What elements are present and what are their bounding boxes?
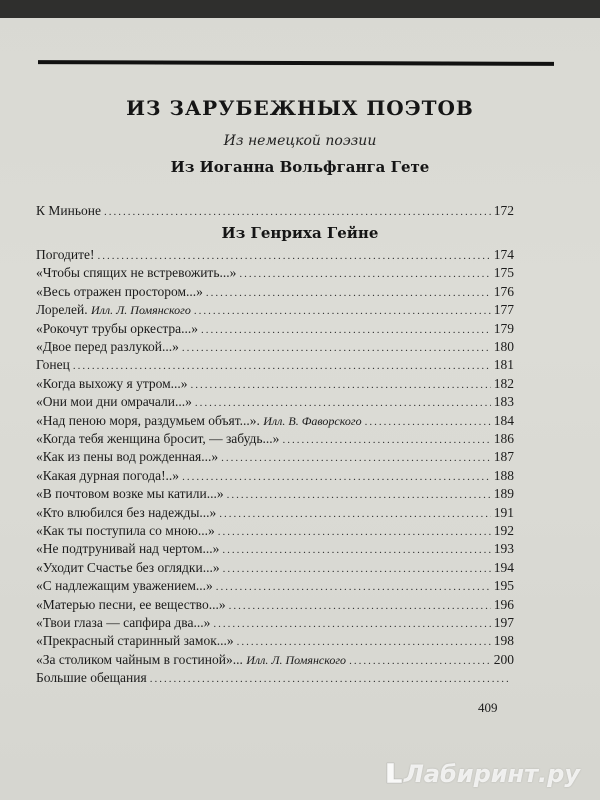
toc-entry-title — [36, 203, 101, 219]
toc-leader-dots — [221, 452, 491, 464]
toc-entry-page: 186 — [493, 431, 514, 446]
toc-entry-title — [36, 247, 95, 263]
toc-entry-title-text: «Как из пены вод рожденная...» — [36, 449, 219, 464]
toc-entry-title — [36, 541, 219, 557]
toc-entry — [36, 321, 514, 339]
toc-entry-title — [36, 560, 220, 576]
toc-entry-page: 183 — [493, 394, 514, 409]
toc-entry-title-text: «Рокочут трубы оркестра...» — [36, 321, 199, 336]
toc-entry-title-text: «С надлежащим уважением...» — [36, 578, 213, 593]
toc-leader-dots — [239, 268, 490, 280]
toc-entry-title-text: «Они мои дни омрачали...» — [36, 394, 192, 409]
toc-leader-dots — [213, 618, 490, 630]
page-number: 409 — [478, 700, 498, 715]
toc-leader-dots — [223, 563, 491, 575]
toc-entry-title-text: «Уходит Счастье без оглядки...» — [36, 560, 220, 575]
toc-entry-title-text: «Над пеною моря, раздумьем объят...». — [36, 413, 260, 428]
toc-entry-page: 175 — [493, 265, 514, 280]
toc-entry-illustration: Илл. Л. Помянского — [246, 653, 347, 667]
toc-entry — [36, 203, 514, 221]
toc-entry-title — [36, 578, 213, 594]
toc-entry — [36, 376, 514, 394]
toc-leader-dots — [282, 434, 490, 446]
toc-entry-page: 200 — [493, 652, 514, 667]
toc-entry-title — [36, 302, 191, 318]
toc-entry-page: 193 — [493, 541, 514, 556]
toc-entry-page: 172 — [493, 203, 514, 218]
toc-entry-page: 192 — [493, 523, 514, 538]
toc-entry-title — [36, 449, 218, 465]
toc-entry-title-text: «За столиком чайным в гостиной»... — [36, 652, 243, 667]
toc-leader-dots — [206, 287, 491, 299]
toc-entry-page: 182 — [493, 376, 514, 391]
toc-entry-title — [36, 321, 198, 337]
toc-entry — [36, 394, 514, 412]
toc-entry — [36, 431, 514, 449]
toc-entry — [36, 541, 514, 559]
toc-entry-title-text: К Миньоне — [36, 203, 101, 218]
toc-entry-title — [36, 486, 224, 502]
toc-entry-title-text: Гонец — [36, 357, 70, 372]
toc-entry-title-text: «Не подтрунивай над чертом...» — [36, 541, 220, 556]
toc-entry-title-text: «Когда тебя женщина бросит, — забудь...» — [36, 431, 280, 446]
toc-leader-dots — [182, 471, 491, 483]
toc-leader-dots — [219, 508, 490, 520]
toc-entry-title — [36, 523, 215, 539]
toc-entry — [36, 339, 514, 357]
author-heading-heine: Из Генриха Гейне — [221, 224, 379, 242]
toc-entry — [36, 357, 514, 375]
toc-leader-dots — [227, 489, 491, 501]
toc-entry — [36, 633, 514, 651]
toc-leader-dots — [150, 673, 511, 685]
toc-entry-title-text: Большие обещания — [36, 670, 147, 685]
toc-entry-title — [36, 615, 210, 631]
toc-entry-page: 176 — [493, 284, 514, 299]
toc-entry-page: 195 — [493, 578, 514, 593]
toc-entry-title-text: «Когда выхожу я утром...» — [36, 376, 188, 391]
toc-entry-title — [36, 468, 179, 484]
toc-leader-dots — [73, 360, 491, 372]
toc-entry — [36, 615, 514, 633]
toc-entry — [36, 302, 514, 320]
toc-entry — [36, 284, 514, 302]
toc-entry — [36, 597, 514, 615]
toc-entry — [36, 505, 514, 523]
toc-leader-dots — [201, 324, 491, 336]
toc-entry-title-text: «Прекрасный старинный замок...» — [36, 633, 234, 648]
toc-entry-title-text: «Двое перед разлукой...» — [36, 339, 179, 354]
subsection-title: Из немецкой поэзии — [223, 133, 377, 149]
toc-entry — [36, 413, 514, 431]
toc-entry-title — [36, 670, 147, 686]
toc-entry — [36, 265, 514, 283]
toc-entry-title-text: Лорелей. — [36, 302, 88, 317]
toc-entry-illustration: Илл. Л. Помянского — [91, 303, 191, 317]
toc-leader-dots — [216, 581, 491, 593]
watermark — [384, 760, 580, 788]
toc-entry-page: 188 — [493, 468, 514, 483]
toc-entry — [36, 560, 514, 578]
toc-leader-dots — [349, 655, 491, 667]
toc-entry-page: 191 — [493, 505, 514, 520]
toc-entry — [36, 486, 514, 504]
toc-leader-dots — [365, 416, 491, 428]
toc-leader-dots — [237, 636, 491, 648]
toc-entry-title-text: «Чтобы спящих не встревожить...» — [36, 265, 237, 280]
toc-entry-page: 196 — [493, 597, 514, 612]
toc-entry-title-text: «Твои глаза — сапфира два...» — [36, 615, 211, 630]
toc-entry-title — [36, 284, 203, 300]
toc-entry — [36, 247, 514, 265]
toc-entry-page: 179 — [493, 321, 514, 336]
toc-entry-page: 189 — [493, 486, 514, 501]
toc-entry-page: 180 — [493, 339, 514, 354]
toc-leader-dots — [195, 397, 491, 409]
toc-leader-dots — [218, 526, 491, 538]
toc-entry-title-text: Погодите! — [36, 247, 95, 262]
labirint-logo-icon — [384, 761, 404, 785]
toc-entry-page: 184 — [493, 413, 514, 428]
toc-entry-page: 194 — [493, 560, 514, 575]
toc-leader-dots — [229, 600, 491, 612]
toc-entry-title — [36, 265, 236, 281]
toc-entry — [36, 670, 514, 688]
toc-entry — [36, 449, 514, 467]
toc-leader-dots — [194, 305, 491, 317]
toc-entry — [36, 652, 514, 670]
toc-entry-page: 197 — [493, 615, 514, 630]
toc-entry-page: 187 — [493, 449, 514, 464]
toc-entry-page: 177 — [493, 302, 514, 317]
toc-entry-title — [36, 652, 346, 668]
toc-entry-page: 174 — [493, 247, 514, 262]
toc-entry-illustration: Илл. В. Фаворского — [263, 414, 362, 428]
toc-entry-title-text: «В почтовом возке мы катили...» — [36, 486, 224, 501]
toc-leader-dots — [222, 544, 490, 556]
toc-entry-title — [36, 413, 362, 429]
toc-entry-title — [36, 357, 70, 373]
toc-entry-title — [36, 505, 216, 521]
toc-entry-title-text: «Матерью песни, ее вещество...» — [36, 597, 226, 612]
toc-entry — [36, 468, 514, 486]
toc-entry-title-text: «Весь отражен простором...» — [36, 284, 203, 299]
toc-entry-title — [36, 633, 234, 649]
toc-leader-dots — [104, 206, 491, 218]
toc-entry — [36, 523, 514, 541]
toc-leader-dots — [98, 250, 491, 262]
author-heading-goethe: Из Иоганна Вольфганга Гете — [170, 158, 430, 176]
toc-entry-title — [36, 339, 179, 355]
toc-entry-title-text: «Кто влюбился без надежды...» — [36, 505, 217, 520]
toc-entry-title-text: «Как ты поступила со мною...» — [36, 523, 215, 538]
toc-entry-title — [36, 376, 188, 392]
toc-entry-title — [36, 597, 226, 613]
toc-entry-title — [36, 431, 279, 447]
toc-entry-page: 198 — [493, 633, 514, 648]
toc-entry — [36, 578, 514, 596]
toc-leader-dots — [182, 342, 491, 354]
toc-entry-title-text: «Какая дурная погода!..» — [36, 468, 180, 483]
toc-entry-page: 181 — [493, 357, 514, 372]
toc-entry-title — [36, 394, 192, 410]
watermark-text: Лабиринт.ру — [403, 760, 580, 788]
section-title: ИЗ ЗАРУБЕЖНЫХ ПОЭТОВ — [126, 96, 474, 120]
toc-leader-dots — [191, 379, 491, 391]
